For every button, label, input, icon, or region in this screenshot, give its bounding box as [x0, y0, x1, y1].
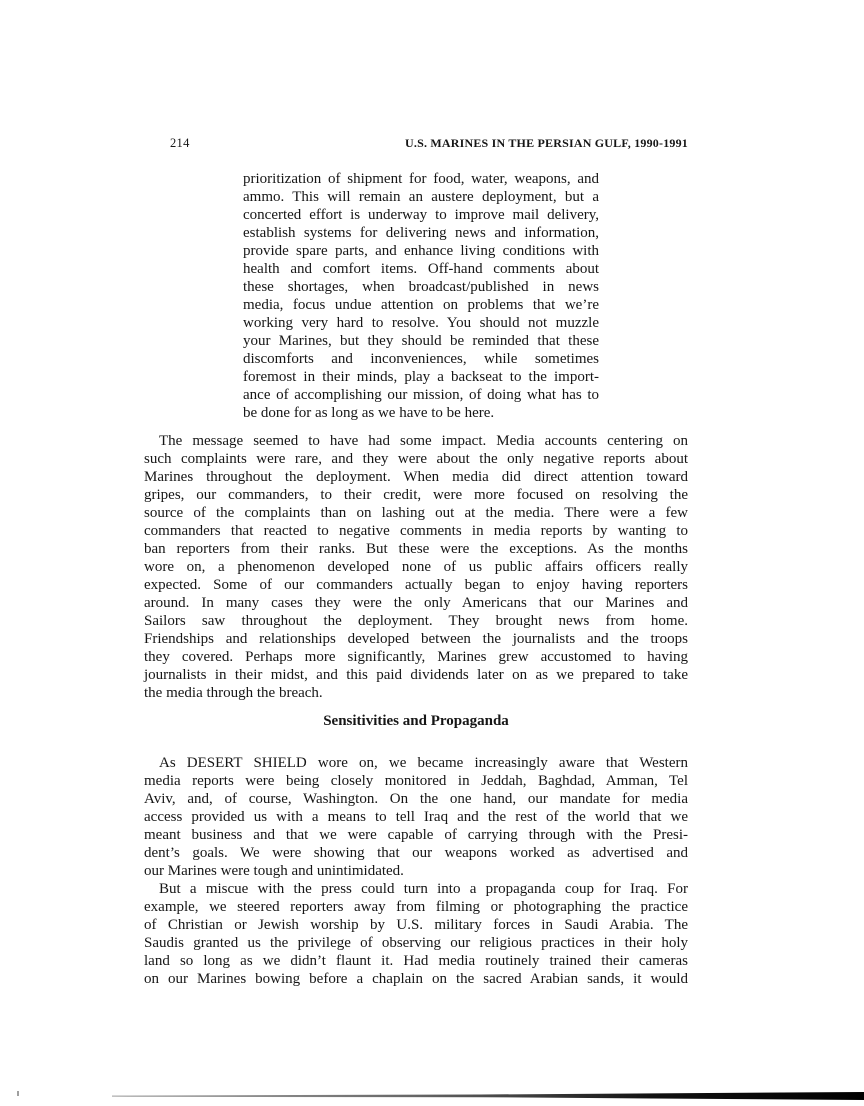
text-line: of Christian or Jewish worship by U.S. military forces in Saudi Arabia. The	[144, 917, 688, 933]
scan-line-shape	[112, 1092, 864, 1100]
page-bottom-scan-line	[0, 1088, 864, 1106]
text-line: expected. Some of our commanders actually began to enjoy having reporters	[144, 577, 688, 593]
paragraph-desert-shield	[144, 754, 688, 880]
text-line: Aviv, and, of course, Washington. On the one hand, our mandate for media	[144, 791, 688, 807]
text-line: such complaints were rare, and they were about the only negative reports about	[144, 451, 688, 467]
text-line: Marines throughout the deployment. When media did direct attention toward	[144, 469, 688, 485]
text-line: journalists in their midst, and this paid dividends later on as we prepared to take	[144, 667, 688, 683]
block-quote	[243, 170, 599, 422]
text-line: commanders that reacted to negative comments in media reports by wanting to	[144, 523, 688, 539]
text-line: these shortages, when broadcast/published in news	[243, 279, 599, 295]
text-line: media, focus undue attention on problems that we’re	[243, 297, 599, 313]
text-line: provide spare parts, and enhance living conditions with	[243, 243, 599, 259]
text-line: on our Marines bowing before a chaplain on the sacred Arabian sands, it would	[144, 971, 688, 987]
text-line: As DESERT SHIELD wore on, we became increasingly aware that Western	[159, 755, 688, 771]
text-line: dent’s goals. We were showing that our weapons worked as advertised and	[144, 845, 688, 861]
text-line: Saudis granted us the privilege of observing our religious practices in their holy	[144, 935, 688, 951]
text-line: our Marines were tough and unintimidated.	[144, 863, 404, 879]
text-line: ban reporters from their ranks. But these were the exceptions. As the months	[144, 541, 688, 557]
page-number: 214	[170, 136, 190, 150]
text-line: Friendships and relationships developed between the journalists and the troops	[144, 631, 688, 647]
paragraph-media-impact	[144, 432, 688, 702]
text-line: gripes, our commanders, to their credit, were more focused on resolving the	[144, 487, 688, 503]
text-line: the media through the breach.	[144, 685, 323, 701]
text-line: prioritization of shipment for food, water, weapons, and	[243, 171, 599, 187]
running-title: U.S. MARINES IN THE PERSIAN GULF, 1990-1991	[405, 136, 688, 150]
text-line: your Marines, but they should be reminded that these	[243, 333, 599, 349]
text-line: Sailors saw throughout the deployment. They brought news from home.	[144, 613, 688, 629]
text-line: foremost in their minds, play a backseat to the import-	[243, 369, 599, 385]
text-line: concerted effort is underway to improve mail delivery,	[243, 207, 599, 223]
text-line: discomforts and inconveniences, while sometimes	[243, 351, 599, 367]
text-line: around. In many cases they were the only Americans that our Marines and	[144, 595, 688, 611]
text-line: meant business and that we were capable of carrying through with the Presi-	[144, 827, 688, 843]
text-line: access provided us with a means to tell Iraq and the rest of the world that we	[144, 809, 688, 825]
text-line: be done for as long as we have to be here.	[243, 405, 495, 421]
page-content	[144, 136, 688, 988]
text-line: example, we steered reporters away from filming or photographing the practice	[144, 899, 688, 915]
text-line: ance of accomplishing our mission, of doing what has to	[243, 387, 599, 403]
text-line: working very hard to resolve. You should not muzzle	[243, 315, 599, 331]
text-line: But a miscue with the press could turn into a propaganda coup for Iraq. For	[159, 881, 688, 897]
text-line: establish systems for delivering news and information,	[243, 225, 599, 241]
text-line: they covered. Perhaps more significantly, Marines grew accustomed to having	[144, 649, 688, 665]
text-line: source of the complaints than on lashing out at the media. There were a few	[144, 505, 688, 521]
text-line: media reports were being closely monitored in Jeddah, Baghdad, Amman, Tel	[144, 773, 688, 789]
paragraph-press-miscue	[144, 880, 688, 988]
text-line: land so long as we didn’t flaunt it. Had media routinely trained their cameras	[144, 953, 688, 969]
running-header	[144, 136, 688, 150]
text-line: The message seemed to have had some impact. Media accounts centering on	[159, 433, 688, 449]
section-heading: Sensitivities and Propaganda	[323, 713, 509, 729]
text-line: health and comfort items. Off-hand comments about	[243, 261, 599, 277]
text-line: ammo. This will remain an austere deployment, but a	[243, 189, 599, 205]
text-line: wore on, a phenomenon developed none of us public affairs officers really	[144, 559, 688, 575]
